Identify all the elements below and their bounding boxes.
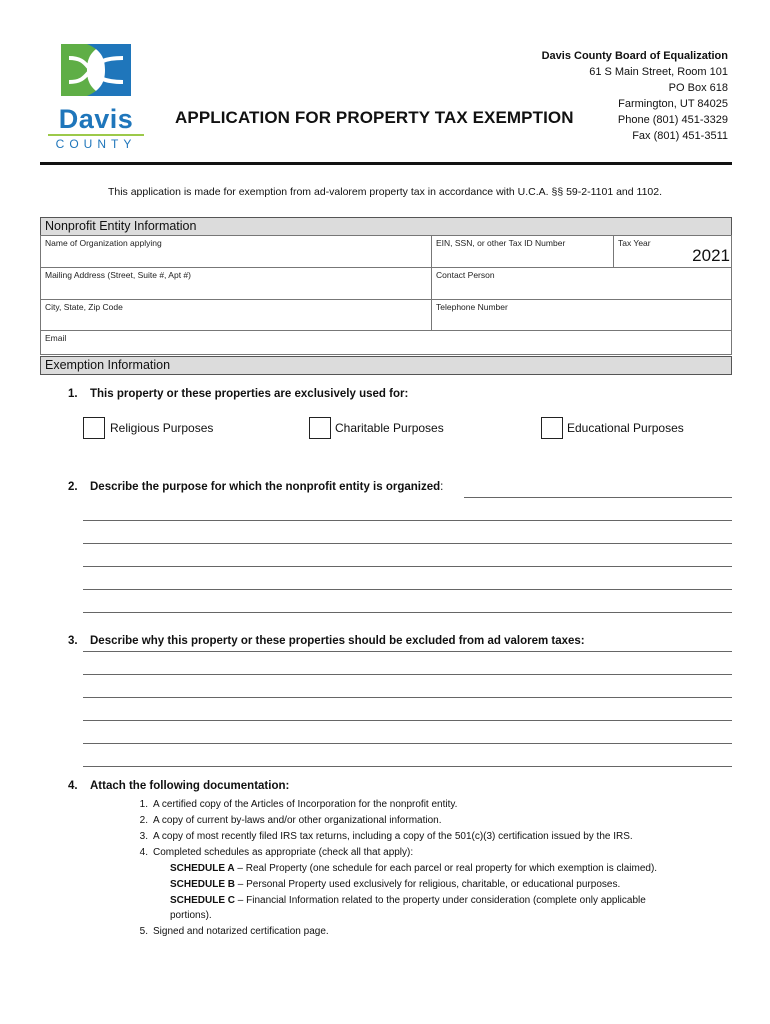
tax-year-label: Tax Year: [618, 238, 651, 248]
doc-item-text: Completed schedules as appropriate (check all that apply):: [153, 847, 414, 858]
davis-county-logo: [44, 44, 148, 152]
address-line: Farmington, UT 84025: [618, 98, 728, 110]
schedule-text: – Real Property (one schedule for each parcel or real property for which exemption is claimed).: [234, 863, 658, 874]
davis-county-logo-mark-icon: [61, 44, 131, 96]
question-text: Describe why this property or these properties should be excluded from ad valorem taxes:: [90, 635, 585, 647]
schedule-text: portions).: [170, 910, 212, 921]
answer-line[interactable]: [83, 651, 732, 652]
org-name-label: Name of Organization applying: [45, 238, 162, 248]
schedule-a: [170, 863, 657, 874]
schedule-text: – Financial Information related to the property under consideration (complete only applicable: [235, 895, 646, 906]
charitable-checkbox[interactable]: [309, 417, 331, 439]
charitable-label: Charitable Purposes: [335, 421, 444, 435]
educational-checkbox[interactable]: [541, 417, 563, 439]
email-label: Email: [45, 333, 67, 343]
header-divider: [40, 162, 732, 165]
logo-rule: [48, 134, 144, 136]
question-text: Describe the purpose for which the nonprofit entity is organized: [90, 481, 441, 493]
question-number: 1.: [68, 388, 78, 400]
religious-checkbox[interactable]: [83, 417, 105, 439]
question-text: Attach the following documentation:: [90, 780, 290, 792]
question-suffix: :: [440, 481, 444, 493]
address-fax: Fax (801) 451-3511: [632, 130, 728, 142]
nonprofit-section-heading: Nonprofit Entity Information: [40, 217, 732, 236]
ein-label: EIN, SSN, or other Tax ID Number: [436, 238, 566, 248]
address-line: 61 S Main Street, Room 101: [589, 66, 728, 78]
email-field[interactable]: [40, 330, 732, 355]
telephone-label: Telephone Number: [436, 302, 508, 312]
answer-line[interactable]: [83, 612, 732, 613]
answer-line[interactable]: [83, 766, 732, 767]
logo-text: Davis: [58, 104, 134, 134]
schedule-c: [170, 895, 646, 906]
schedule-label: SCHEDULE A: [170, 863, 235, 874]
doc-item-text: Signed and notarized certification page.: [153, 926, 329, 937]
address-phone: Phone (801) 451-3329: [617, 114, 728, 126]
answer-line[interactable]: [83, 674, 732, 675]
telephone-field[interactable]: [431, 299, 732, 331]
ein-field[interactable]: [431, 235, 614, 268]
page-title: APPLICATION FOR PROPERTY TAX EXEMPTION: [175, 108, 574, 127]
answer-line[interactable]: [83, 720, 732, 721]
mailing-address-field[interactable]: [40, 267, 432, 300]
answer-line[interactable]: [83, 589, 732, 590]
schedule-label: SCHEDULE C: [170, 895, 236, 906]
doc-item-text: A copy of current by-laws and/or other organizational information.: [153, 815, 442, 826]
doc-item-number: 3.: [139, 831, 148, 842]
question-2: [68, 481, 443, 493]
contact-person-field[interactable]: [431, 267, 732, 300]
question-3: [68, 635, 585, 647]
question-1: [68, 388, 408, 400]
question-number: 2.: [68, 481, 78, 493]
schedule-text: – Personal Property used exclusively for religious, charitable, or educational purposes.: [235, 879, 621, 890]
intro-text: This application is made for exemption from ad-valorem property tax in accordance with U.C.A. §§ 59-2-1101 and 1102.: [107, 186, 663, 198]
doc-item-text: A certified copy of the Articles of Incorporation for the nonprofit entity.: [153, 799, 458, 810]
question-text: This property or these properties are exclusively used for:: [90, 388, 409, 400]
answer-line[interactable]: [83, 743, 732, 744]
exemption-section-heading: Exemption Information: [40, 356, 732, 375]
address-line: PO Box 618: [668, 82, 728, 94]
answer-line[interactable]: [83, 543, 732, 544]
answer-line[interactable]: [83, 697, 732, 698]
doc-item-number: 2.: [139, 815, 148, 826]
schedule-label: SCHEDULE B: [170, 879, 236, 890]
logo-subtext: COUNTY: [55, 137, 137, 151]
question-number: 3.: [68, 635, 78, 647]
mailing-address-label: Mailing Address (Street, Suite #, Apt #): [45, 270, 191, 280]
contact-person-label: Contact Person: [436, 270, 495, 280]
question-number: 4.: [68, 780, 78, 792]
tax-year-value: 2021: [692, 246, 730, 265]
doc-item-number: 5.: [139, 926, 148, 937]
doc-item-number: 1.: [139, 799, 148, 810]
educational-label: Educational Purposes: [567, 421, 684, 435]
religious-label: Religious Purposes: [110, 421, 214, 435]
doc-item-text: A copy of most recently filed IRS tax returns, including a copy of the 501(c)(3) certification issued by the IRS.: [153, 831, 633, 842]
city-state-zip-field[interactable]: [40, 299, 432, 331]
office-address: [542, 48, 728, 144]
city-state-zip-label: City, State, Zip Code: [45, 302, 123, 312]
doc-item-number: 4.: [139, 847, 148, 858]
org-name-field[interactable]: [40, 235, 432, 268]
question-4: [68, 780, 289, 792]
answer-line[interactable]: [83, 566, 732, 567]
answer-line[interactable]: [464, 497, 732, 498]
address-org: Davis County Board of Equalization: [541, 50, 728, 62]
schedule-c-continued: [170, 910, 212, 921]
schedule-b: [170, 879, 620, 890]
answer-line[interactable]: [83, 520, 732, 521]
